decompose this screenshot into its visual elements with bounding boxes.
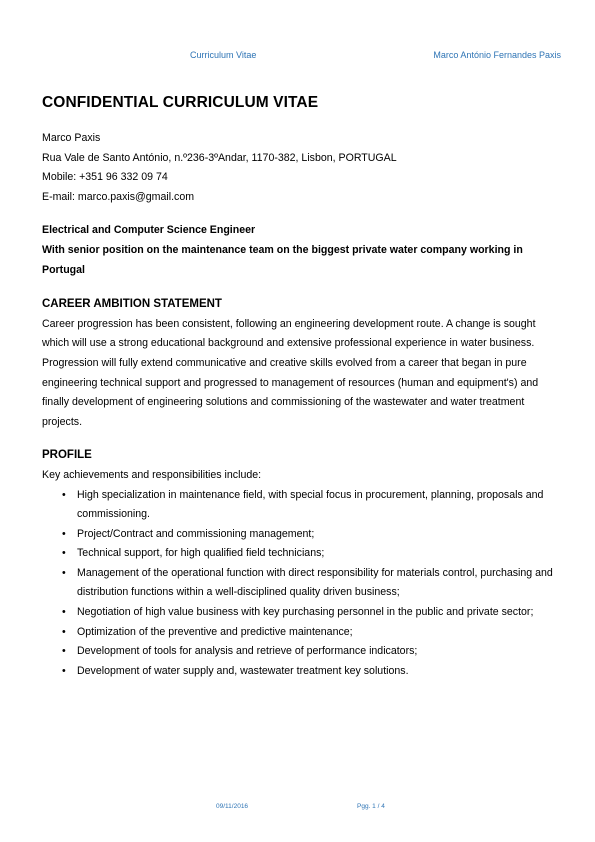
page-title: CONFIDENTIAL CURRICULUM VITAE: [42, 94, 319, 111]
achievements-list: [42, 486, 557, 682]
list-item-text: Negotiation of high value business with key purchasing personnel in the public and private sector;: [77, 606, 534, 619]
list-item: [42, 564, 557, 603]
bullet-icon: •: [62, 566, 66, 579]
list-item-text: Project/Contract and commissioning management;: [77, 527, 315, 540]
headline-role: Electrical and Computer Science Engineer: [42, 224, 256, 237]
bullet-icon: •: [62, 527, 66, 540]
list-item-text: Management of the operational function with direct responsibility for materials control, purchasing and distribution functions within a well-disciplined quality driven business;: [77, 566, 553, 599]
list-item: [42, 486, 557, 525]
list-item: [42, 642, 557, 662]
list-item: [42, 603, 557, 623]
career-heading: CAREER AMBITION STATEMENT: [42, 298, 222, 311]
list-item-text: Technical support, for high qualified field technicians;: [77, 547, 325, 560]
contact-name: Marco Paxis: [42, 132, 101, 144]
contact-mobile: Mobile: +351 96 332 09 74: [42, 171, 168, 184]
bullet-icon: •: [62, 664, 66, 677]
list-item-text: Development of tools for analysis and retrieve of performance indicators;: [77, 645, 418, 658]
bullet-icon: •: [62, 606, 66, 619]
contact-address: Rua Vale de Santo António, n.º236-3ºAndar, 1170-382, Lisbon, PORTUGAL: [42, 151, 397, 164]
bullet-icon: •: [62, 547, 66, 560]
profile-heading: PROFILE: [42, 449, 92, 462]
list-item-text: High specialization in maintenance field, with special focus in procurement, planning, proposals and commissioning.: [77, 488, 544, 521]
footer-page-number: Pgg. 1 / 4: [357, 803, 385, 810]
headline-block: [42, 221, 557, 280]
list-item: [42, 544, 557, 564]
list-item: [42, 623, 557, 643]
list-item: [42, 662, 557, 682]
contact-email: E-mail: marco.paxis@gmail.com: [42, 190, 195, 203]
headline-position: With senior position on the maintenance team on the biggest private water company working in Portugal: [42, 243, 523, 276]
bullet-icon: •: [62, 488, 66, 501]
contact-block: [42, 129, 557, 207]
bullet-icon: •: [62, 645, 66, 658]
career-statement: Career progression has been consistent, following an engineering development route. A change is sought which will use a strong educational background and extensive professional experience in water business. Progression will fully extend communicative and creative skills evolved from a career that began in pure engineering technical support and progressed to management of resources (human and equipment's) and finally development of engineering solutions and commissioning of the wastewater and water treatment projects.: [42, 317, 539, 428]
list-item-text: Development of water supply and, wastewater treatment key solutions.: [77, 664, 409, 677]
header-author-name: Marco António Fernandes Paxis: [433, 50, 561, 60]
list-item: [42, 525, 557, 545]
bullet-icon: •: [62, 625, 66, 638]
profile-intro: Key achievements and responsibilities include:: [42, 468, 262, 481]
header-doc-label: Curriculum Vitae: [190, 50, 257, 60]
footer-date: 09/11/2016: [216, 803, 249, 810]
list-item-text: Optimization of the preventive and predictive maintenance;: [77, 625, 353, 638]
document-body: [42, 94, 557, 681]
